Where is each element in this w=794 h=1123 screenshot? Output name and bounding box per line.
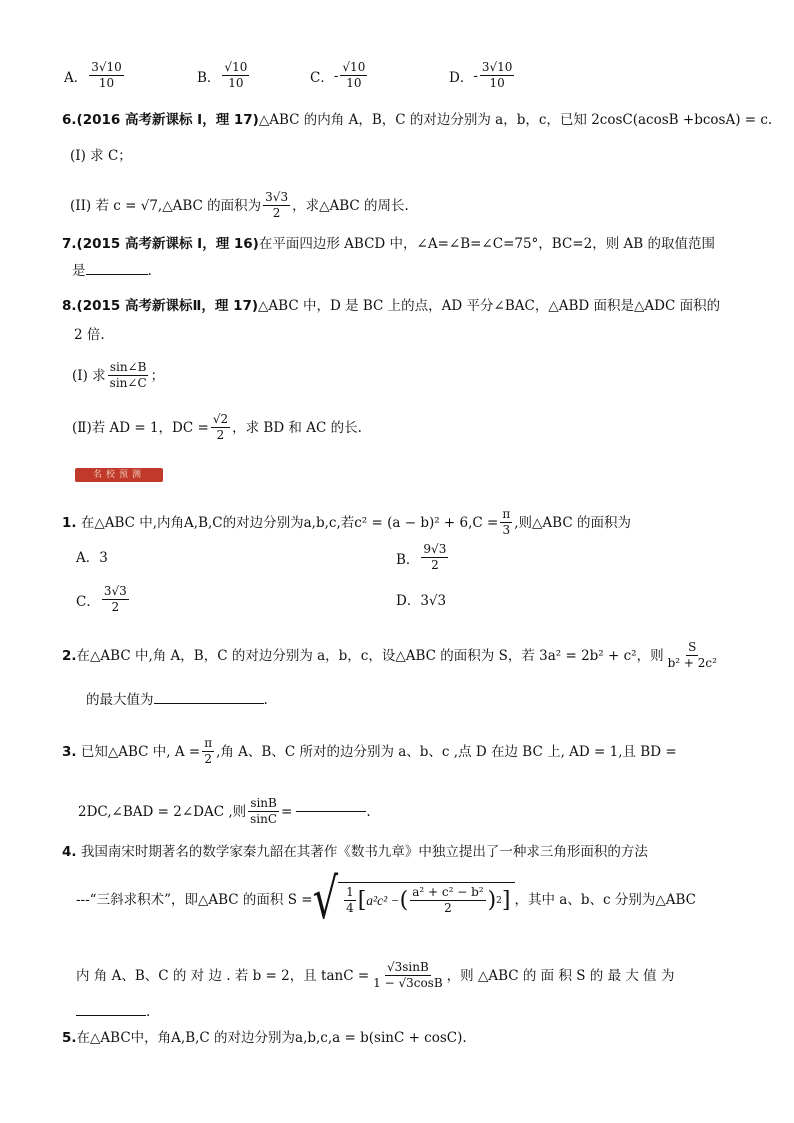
- q8-part2: (Ⅱ)若 AD = 1，DC = $\frac{√2}{2}$ ，求 BD 和 AC 的长.: [72, 412, 362, 442]
- p4-stem: 4. 我国南宋时期著名的数学家秦九韶在其著作《数书九章》中独立提出了一种求三角形面积的方法: [62, 844, 648, 860]
- option-b-label: B．: [197, 69, 221, 86]
- option-b-value: $\frac{√10}{10}$: [224, 60, 248, 90]
- section-badge: 名校预测: [75, 468, 163, 482]
- option-c-label: C．: [310, 69, 334, 86]
- answer-blank[interactable]: [296, 811, 366, 812]
- q8-part1: (Ⅰ) 求 $\frac{\sin\angle B}{\sin\angle C}$ ；: [72, 360, 165, 390]
- p4-line2: ---“三斜求积术”，即△ABC 的面积 S = √ $\frac{1}{4}$ [ a²c² − ( $\frac{\text{a² + c² − b²}}{2}$ ) 2 ] ，其中 a、b、c 分别为△ABC: [76, 867, 696, 933]
- q8-line2: 2 倍.: [74, 327, 105, 343]
- option-c: C． - $\frac{√10}{10}$: [310, 60, 366, 90]
- q8-stem: 8.(2015 高考新课标Ⅱ，理 17)△ABC 中，D 是 BC 上的点，AD 平分∠BAC，△ABD 面积是△ADC 面积的: [62, 298, 721, 314]
- p1-stem: 1. 在△ABC 中,内角A,B,C的对边分别为a,b,c,若c² = (a − b)² + 6,C = $\frac{\pi}{3}$ ,则△ABC 的面积为: [62, 507, 631, 537]
- p1-option-a: A．3: [76, 550, 108, 566]
- answer-blank[interactable]: [154, 703, 264, 704]
- q6-part2: (II) 若 c = √7,△ABC 的面积为 $\frac{3√3}{2}$ ，求△ABC 的周长.: [70, 190, 409, 220]
- option-d-label: D．: [449, 69, 474, 86]
- q7-stem: 7.(2015 高考新课标 Ⅰ，理 16)在平面四边形 ABCD 中，∠A=∠B=∠C=75°，BC=2，则 AB 的取值范围: [62, 236, 715, 252]
- p3-line2: 2DC,∠BAD = 2∠DAC ,则 $\frac{\sin B}{\sin C}$ = .: [78, 796, 371, 826]
- option-c-value: $\frac{√10}{10}$: [342, 60, 366, 90]
- p2-line2: 的最大值为 .: [86, 692, 268, 708]
- q7-line2: 是 .: [72, 263, 152, 279]
- p4-line3: 内 角 A、B、C 的 对 边 . 若 b = 2，且 tanC = $\frac{√3\sin B}{1 - √3\cos B}$ ，则 △ABC 的 面 积 S 的 最 大 值 为: [76, 960, 675, 990]
- p1-option-b: B． $\frac{9√3}{2}$: [396, 542, 447, 572]
- p1-option-c: C． $\frac{3√3}{2}$: [76, 584, 127, 614]
- option-b: [197, 60, 251, 91]
- option-d: D． - $\frac{3√10}{10}$: [449, 60, 513, 90]
- answer-blank[interactable]: [76, 1015, 146, 1016]
- q6-part1: (I) 求 C；: [70, 148, 132, 164]
- p4-line4: .: [76, 1002, 150, 1022]
- option-a: [64, 60, 126, 91]
- option-a-value: $\frac{3√10}{10}$: [91, 60, 122, 90]
- qin-jiushao-formula: √ $\frac{1}{4}$ [ a²c² − ( $\frac{\text{a² + c² − b²}}{2}$ ) 2 ]: [313, 880, 515, 920]
- p5-stem: 5.在△ABC中，角A,B,C 的对边分别为a,b,c,a = b(sinC + cosC).: [62, 1030, 467, 1046]
- p1-option-d: D．3√3: [396, 593, 447, 609]
- answer-blank[interactable]: [86, 274, 148, 275]
- q6-stem: 6.(2016 高考新课标 I，理 17)△ABC 的内角 A，B，C 的对边分别为 a，b，c，已知 2cosC(acosB +bcosA) = c.: [62, 112, 773, 128]
- p2-stem: 2. 在△ABC 中,角 A，B，C 的对边分别为 a，b，c，设△ABC 的面积为 S，若 3a² = 2b² + c²，则 $\frac{S}{\text{b² + 2c²}}$: [62, 640, 717, 670]
- p3-stem: 3. 已知△ABC 中, A = $\frac{\pi}{2}$ ,角 A、B、C 所对的边分别为 a、b、c ,点 D 在边 BC 上, AD = 1,且 BD =: [62, 736, 677, 766]
- option-d-value: $\frac{3√10}{10}$: [481, 60, 513, 90]
- option-a-label: A．: [64, 69, 88, 86]
